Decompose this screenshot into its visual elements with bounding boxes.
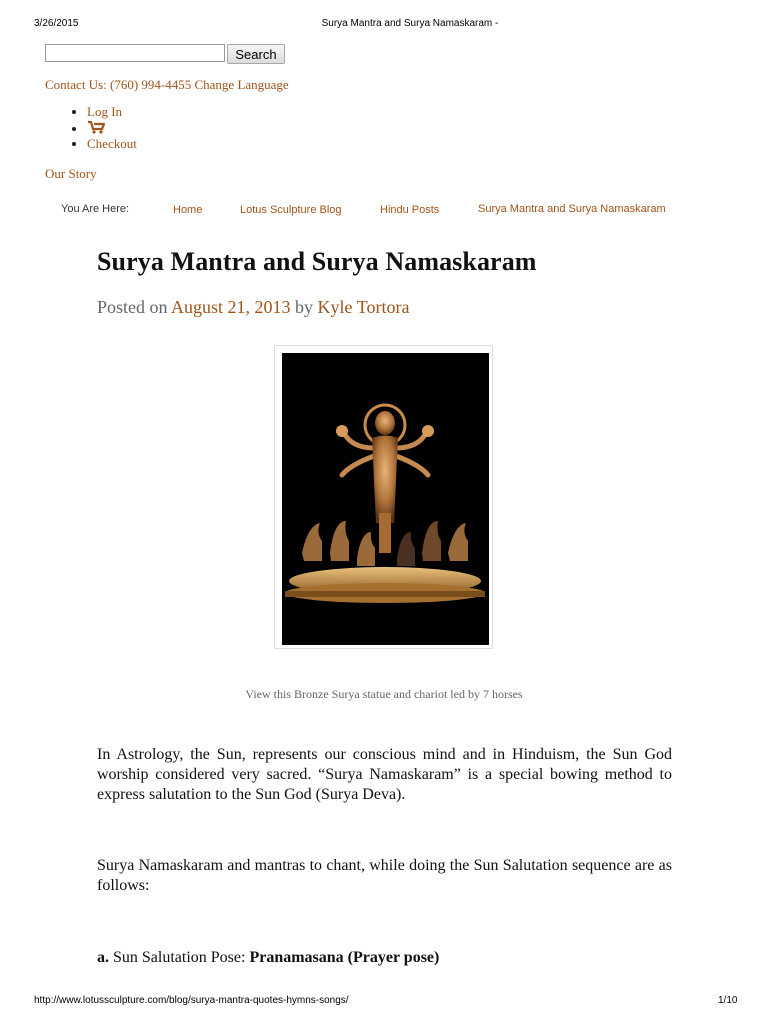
account-item-cart	[87, 120, 137, 136]
step-marker: a.	[97, 949, 109, 966]
posted-prefix: Posted on	[97, 297, 168, 317]
page-title: Surya Mantra and Surya Namaskaram	[97, 247, 537, 276]
paragraph-1: In Astrology, the Sun, represents our conscious mind and in Hinduism, the Sun God worship considered very sacred. “Surya Namaskaram” is a special bowing method to express salutation to the Sun God (Surya Deva).	[97, 746, 672, 803]
figure-frame	[274, 345, 493, 649]
step-pose: Pranamasana (Prayer pose)	[249, 949, 440, 966]
post-date-link[interactable]: August 21, 2013	[171, 297, 291, 317]
print-date: 3/26/2015	[34, 18, 79, 29]
search-button[interactable]: Search	[227, 44, 285, 64]
account-item-login	[87, 104, 137, 120]
print-footer-url: http://www.lotussculpture.com/blog/surya-mantra-quotes-hymns-songs/	[34, 995, 349, 1006]
search-input[interactable]	[45, 44, 225, 62]
contact-phone-link[interactable]: Contact Us: (760) 994-4455	[45, 77, 192, 92]
print-page-number: 1/10	[718, 995, 738, 1006]
breadcrumb-home[interactable]: Home	[173, 204, 203, 216]
print-title: Surya Mantra and Surya Namaskaram -	[321, 18, 499, 29]
figure-caption: View this Bronze Surya statue and chariot led by 7 horses	[245, 687, 523, 701]
account-item-checkout	[87, 136, 137, 152]
step-a	[97, 948, 672, 968]
login-link[interactable]: Log In	[87, 104, 123, 119]
account-menu	[67, 104, 137, 152]
step-label: Sun Salutation Pose:	[113, 949, 246, 966]
our-story-link[interactable]: Our Story	[45, 166, 97, 181]
contact-line	[45, 77, 289, 93]
breadcrumb-blog[interactable]: Lotus Sculpture Blog	[240, 204, 342, 216]
change-language-link[interactable]: Change Language	[194, 77, 289, 92]
paragraph-2: Surya Namaskaram and mantras to chant, while doing the Sun Salutation sequence are as follows:	[97, 857, 672, 894]
breadcrumb-hindu-posts[interactable]: Hindu Posts	[380, 204, 440, 216]
post-meta	[97, 297, 409, 318]
author-link[interactable]: Kyle Tortora	[317, 297, 410, 317]
posted-by: by	[295, 297, 314, 317]
breadcrumb-current[interactable]: Surya Mantra and Surya Namaskaram	[478, 203, 666, 215]
breadcrumb-label: You Are Here:	[61, 203, 130, 215]
cart-icon[interactable]	[87, 121, 107, 136]
checkout-link[interactable]: Checkout	[87, 136, 137, 151]
surya-statue-image[interactable]	[282, 353, 489, 645]
